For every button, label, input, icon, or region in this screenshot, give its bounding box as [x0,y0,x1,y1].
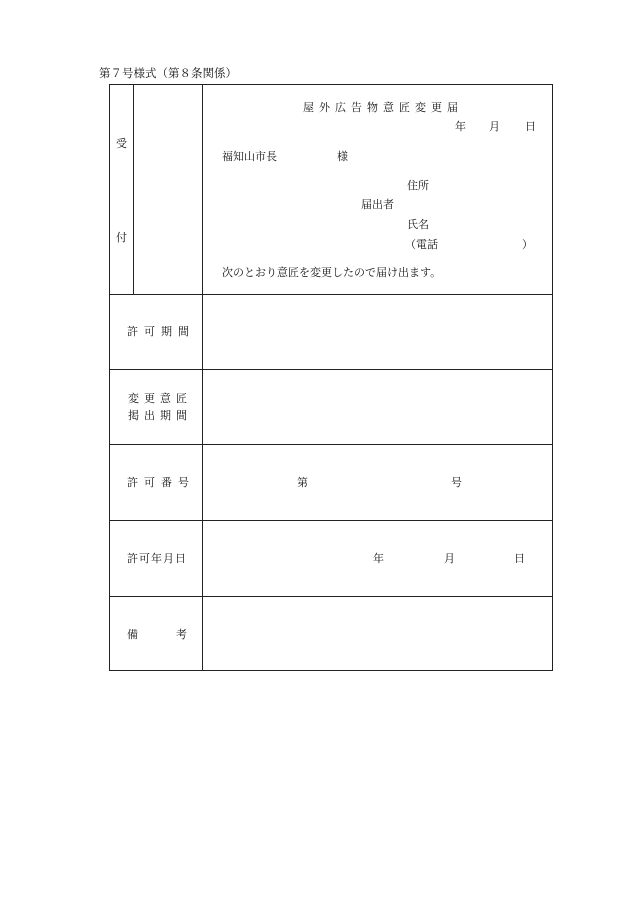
row-divider-1 [109,294,553,295]
notice-date-day: 日 [525,120,536,133]
addressee-honorific: 様 [337,150,348,163]
permit-number-label: 許可番号 [127,476,195,489]
addressee: 福知山市長 [222,150,277,163]
changed-design-label-line1: 変更意匠 [128,392,192,405]
permit-date-label: 許可年月日 [127,552,187,565]
address-label: 住所 [407,179,429,192]
row-divider-2 [109,369,553,370]
changed-design-label-line2: 掲出期間 [128,409,192,422]
notice-date-month: 月 [489,120,500,133]
notice-date-year: 年 [455,120,466,133]
permit-period-label: 許可期間 [127,325,195,338]
permit-date-month: 月 [444,552,455,565]
reception-char-top: 受 [116,137,127,150]
row-divider-3 [109,444,553,445]
permit-date-year: 年 [373,552,384,565]
phone-close: ） [522,238,533,251]
row-divider-4 [109,520,553,521]
form-table [109,84,553,671]
form-code: 第７号様式（第８条関係） [99,66,237,80]
reception-char-bottom: 付 [116,231,127,244]
name-label: 氏名 [407,218,429,231]
notice-title: 屋外広告物意匠変更届 [303,101,463,114]
row-divider-5 [109,596,553,597]
permit-number-prefix: 第 [297,476,308,489]
notice-statement: 次のとおり意匠を変更したので届け出ます。 [222,266,442,279]
remarks-label-left: 備 [127,628,138,641]
applicant-label: 届出者 [361,198,394,211]
reception-inner-divider [133,84,134,294]
label-column-divider [202,84,203,671]
phone-open: （電話 [405,238,438,251]
permit-number-suffix: 号 [451,476,462,489]
permit-date-day: 日 [514,552,525,565]
remarks-label-right: 考 [176,628,187,641]
